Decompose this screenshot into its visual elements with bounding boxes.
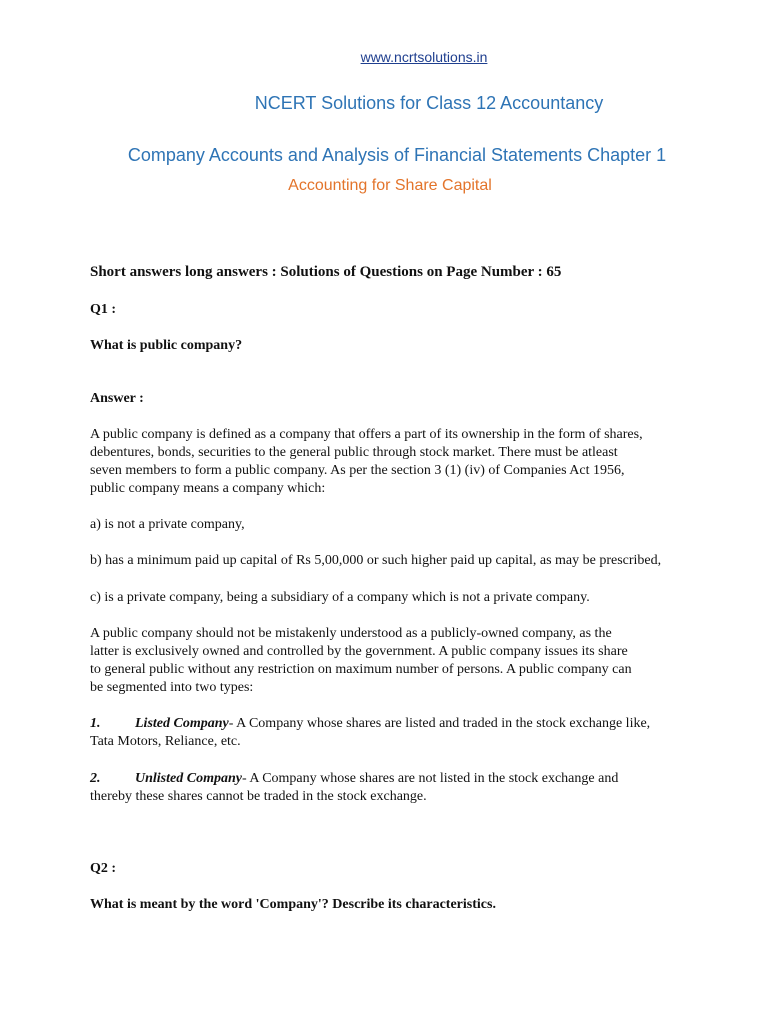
q1-answer-paragraph-2 [90, 625, 730, 697]
q1-label: Q1 : [90, 302, 117, 317]
list-item-c: c) is a private company, being a subsidiary of a company which is not a private company. [90, 590, 590, 605]
paragraph-line: latter is exclusively owned and controlled by the government. A public company issues its share [90, 644, 628, 659]
paragraph-line: debentures, bonds, securities to the general public through stock market. There must be atleast [90, 445, 618, 460]
paragraph-line: be segmented into two types: [90, 680, 254, 695]
q1-question: What is public company? [90, 338, 243, 353]
company-type-2 [90, 770, 730, 806]
type-term: Unlisted Company [135, 771, 242, 786]
paragraph-line: A public company is defined as a company that offers a part of its ownership in the form of shares, [90, 427, 643, 442]
document-title: NCERT Solutions for Class 12 Accountancy [254, 93, 604, 113]
paragraph-line: A public company should not be mistakenly understood as a publicly-owned company, as the [90, 626, 612, 641]
q1-answer-label: Answer : [90, 391, 144, 406]
type-description: - A Company whose shares are listed and traded in the stock exchange like, [228, 716, 651, 731]
q2-question: What is meant by the word 'Company'? Describe its characteristics. [90, 897, 496, 912]
list-item-a: a) is not a private company, [90, 517, 245, 532]
paragraph-line: public company means a company which: [90, 481, 326, 496]
company-type-1 [90, 715, 730, 751]
list-item-b: b) has a minimum paid up capital of Rs 5,00,000 or such higher paid up capital, as may be prescribed, [90, 553, 662, 568]
chapter-title: Company Accounts and Analysis of Financial Statements Chapter 1 [127, 145, 667, 165]
type-description-continued: thereby these shares cannot be traded in the stock exchange. [90, 789, 427, 804]
section-heading: Short answers long answers : Solutions of Questions on Page Number : 65 [90, 264, 562, 280]
type-number: 1. [90, 716, 101, 731]
q2-label: Q2 : [90, 861, 117, 876]
site-link[interactable]: www.ncrtsolutions.in [360, 49, 488, 65]
topic-title: Accounting for Share Capital [288, 177, 492, 194]
q1-answer-paragraph-1 [90, 426, 730, 498]
type-number: 2. [90, 771, 101, 786]
type-description: - A Company whose shares are not listed in the stock exchange and [241, 771, 619, 786]
type-description-continued: Tata Motors, Reliance, etc. [90, 734, 241, 749]
paragraph-line: to general public without any restriction on maximum number of persons. A public company can [90, 662, 632, 677]
type-term: Listed Company [135, 716, 229, 731]
paragraph-line: seven members to form a public company. As per the section 3 (1) (iv) of Companies Act 1956, [90, 463, 625, 478]
